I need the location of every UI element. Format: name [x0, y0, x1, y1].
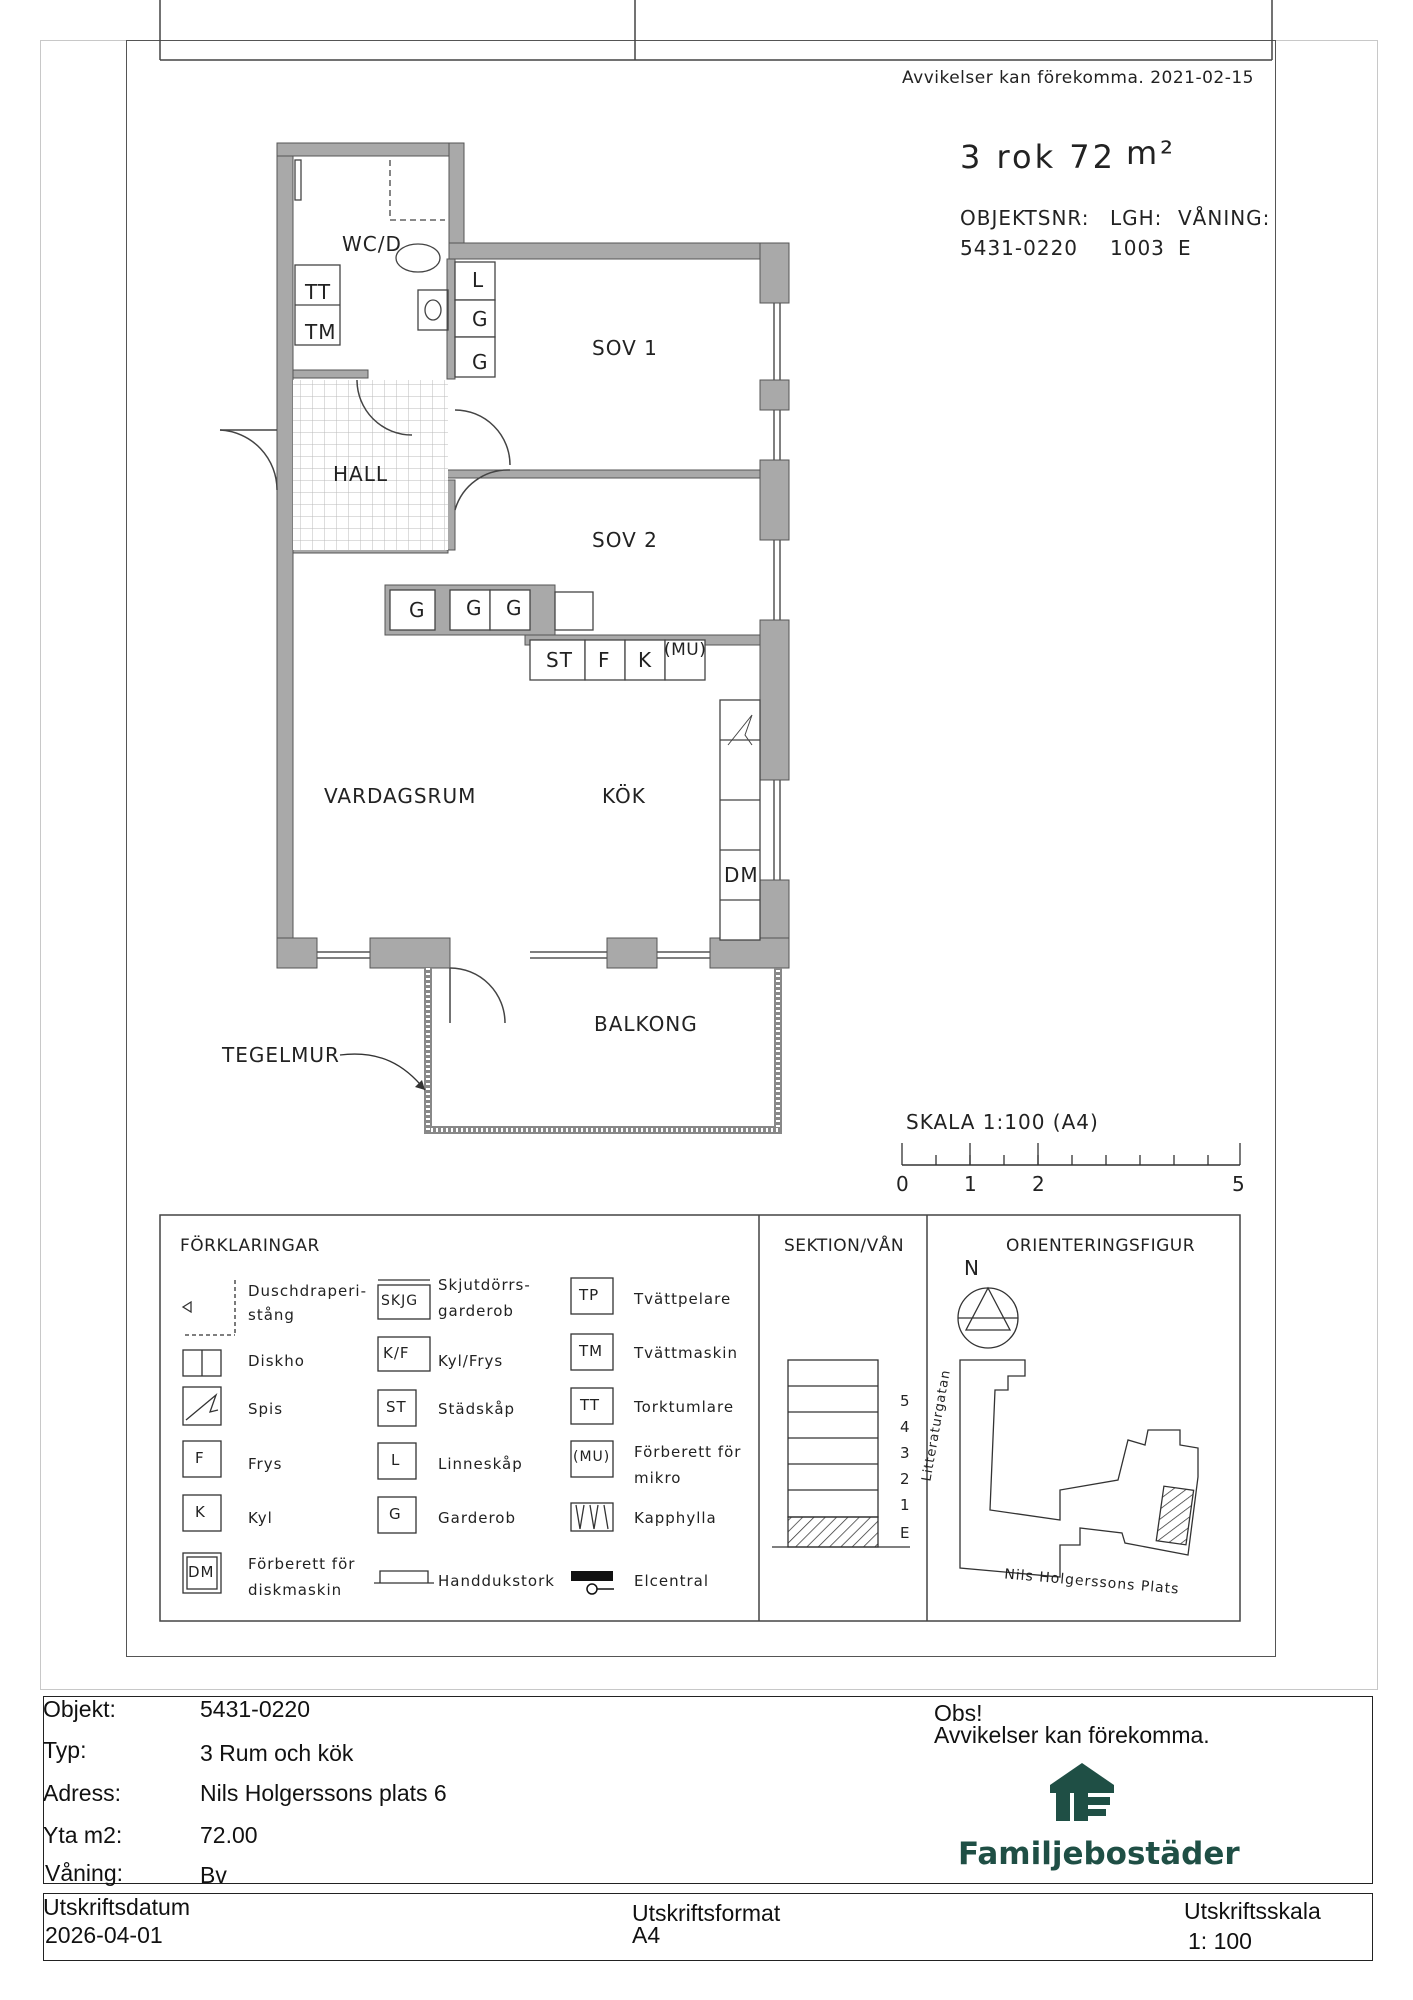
room-wc: WC/D: [342, 232, 402, 256]
section-floor-1: 1: [900, 1496, 911, 1514]
typ-label: Typ:: [43, 1737, 87, 1763]
objekt-value: 5431-0220: [200, 1696, 310, 1722]
fixture-tm: TM: [305, 320, 337, 344]
label-tegelmur: TEGELMUR: [222, 1043, 340, 1067]
section-title: SEKTION/VÅN: [784, 1236, 905, 1256]
vaning-value: E: [1178, 236, 1192, 260]
legend-text: Frys: [248, 1455, 283, 1473]
scale-tick-2: 2: [1032, 1172, 1046, 1196]
print-date-value: 2026-04-01: [45, 1922, 163, 1948]
section-floor-3: 3: [900, 1444, 911, 1462]
obs-text: Avvikelser kan förekomma.: [934, 1722, 1210, 1748]
scale-tick-5: 5: [1232, 1172, 1246, 1196]
legend-text: Spis: [248, 1400, 284, 1418]
legend-text: Kyl/Frys: [438, 1352, 504, 1370]
legend-text: Handdukstork: [438, 1572, 555, 1590]
fixture-l: L: [472, 268, 485, 292]
orientation-title: ORIENTERINGSFIGUR: [1006, 1236, 1196, 1256]
deviation-note: Avvikelser kan förekomma. 2021-02-15: [902, 68, 1254, 88]
print-format-value: A4: [632, 1922, 661, 1948]
apartment-size: 3 rok 72: [960, 138, 1116, 176]
room-sov2: SOV 2: [592, 528, 658, 552]
legend-code: TM: [579, 1342, 604, 1360]
scale-tick-1: 1: [964, 1172, 978, 1196]
legend-text: Garderob: [438, 1509, 517, 1527]
adress-value: Nils Holgerssons plats 6: [200, 1780, 447, 1806]
fixture-k: K: [638, 648, 653, 672]
legend-text: Kapphylla: [634, 1509, 717, 1527]
fixture-g5: G: [506, 596, 523, 620]
fixture-g1: G: [472, 307, 489, 331]
legend-text: stång: [248, 1306, 295, 1324]
legend-text: Torktumlare: [634, 1398, 735, 1416]
obs-label: Obs!: [934, 1700, 983, 1726]
section-floor-5: 5: [900, 1392, 911, 1410]
legend-code: TT: [580, 1396, 601, 1414]
scale-tick-0: 0: [896, 1172, 910, 1196]
area-unit: m²: [1126, 134, 1176, 172]
fixture-g2: G: [472, 350, 489, 374]
vaning-info-value: Bv: [200, 1862, 227, 1884]
fixture-mu: (MU): [664, 640, 707, 660]
lgh-label: LGH:: [1110, 206, 1163, 230]
room-sov1: SOV 1: [592, 336, 658, 360]
yta-label: Yta m2:: [43, 1822, 123, 1848]
vaning-label: VÅNING:: [1178, 206, 1271, 230]
legend-text: diskmaskin: [248, 1581, 343, 1599]
legend-text: Linneskåp: [438, 1455, 523, 1473]
street-litteraturgatan: Litteraturgatan: [919, 1368, 954, 1483]
legend-code: K: [195, 1503, 206, 1521]
street-nils-holgerssons: Nils Holgerssons Plats: [1003, 1566, 1181, 1598]
vaning-info-label: Våning:: [45, 1860, 124, 1886]
room-vardagsrum: VARDAGSRUM: [324, 784, 477, 808]
legend-text: Skjutdörrs-: [438, 1276, 531, 1294]
objekt-label: Objekt:: [43, 1696, 116, 1722]
room-kok: KÖK: [602, 784, 646, 808]
section-floor-e: E: [900, 1524, 911, 1542]
fixture-tt: TT: [305, 280, 332, 304]
section-floor-2: 2: [900, 1470, 911, 1488]
fixture-f: F: [598, 648, 611, 672]
legend-text: Förberett för: [248, 1555, 356, 1573]
legend-text: Diskho: [248, 1352, 305, 1370]
legend-text: Duschdraperi-: [248, 1282, 368, 1300]
print-date-label: Utskriftsdatum: [43, 1894, 190, 1920]
legend-text: Tvättmaskin: [634, 1344, 738, 1362]
legend-code: K/F: [383, 1344, 410, 1362]
room-balkong: BALKONG: [594, 1012, 698, 1036]
section-floor-4: 4: [900, 1418, 911, 1436]
legend-code: (MU): [573, 1449, 611, 1465]
company-logo-icon: [1050, 1763, 1114, 1823]
typ-value: 3 Rum och kök: [200, 1740, 354, 1766]
legend-code: F: [195, 1449, 205, 1467]
print-scale-value: 1: 100: [1188, 1928, 1252, 1954]
company-name: Familjebostäder: [958, 1836, 1240, 1872]
lgh-value: 1003: [1110, 236, 1165, 260]
legend-text: Förberett för: [634, 1443, 742, 1461]
legend-code: G: [389, 1505, 402, 1523]
legend-text: Tvättpelare: [634, 1290, 732, 1308]
fixture-st: ST: [546, 648, 573, 672]
legend-text: Kyl: [248, 1509, 273, 1527]
legend-code: SKJG: [381, 1293, 419, 1309]
legend-code: DM: [188, 1563, 215, 1581]
legend-code: ST: [386, 1398, 407, 1416]
fixture-dm: DM: [724, 863, 759, 887]
fixture-g3: G: [409, 598, 426, 622]
fixture-g4: G: [466, 596, 483, 620]
objektsnr-value: 5431-0220: [960, 236, 1079, 260]
print-scale-label: Utskriftsskala: [1184, 1898, 1321, 1924]
legend-title: FÖRKLARINGAR: [180, 1236, 320, 1256]
print-format-label: Utskriftsformat: [632, 1900, 781, 1926]
objektsnr-label: OBJEKTSNR:: [960, 206, 1090, 230]
legend-text: Elcentral: [634, 1572, 710, 1590]
room-hall: HALL: [333, 462, 389, 486]
adress-label: Adress:: [43, 1780, 121, 1806]
scale-title: SKALA 1:100 (A4): [906, 1110, 1099, 1134]
legend-text: mikro: [634, 1469, 682, 1487]
legend-code: L: [391, 1451, 401, 1469]
legend-text: Städskåp: [438, 1400, 516, 1418]
legend-text: garderob: [438, 1302, 514, 1320]
north-label: N: [964, 1256, 980, 1280]
yta-value: 72.00: [200, 1822, 258, 1848]
legend-code: TP: [579, 1286, 600, 1304]
